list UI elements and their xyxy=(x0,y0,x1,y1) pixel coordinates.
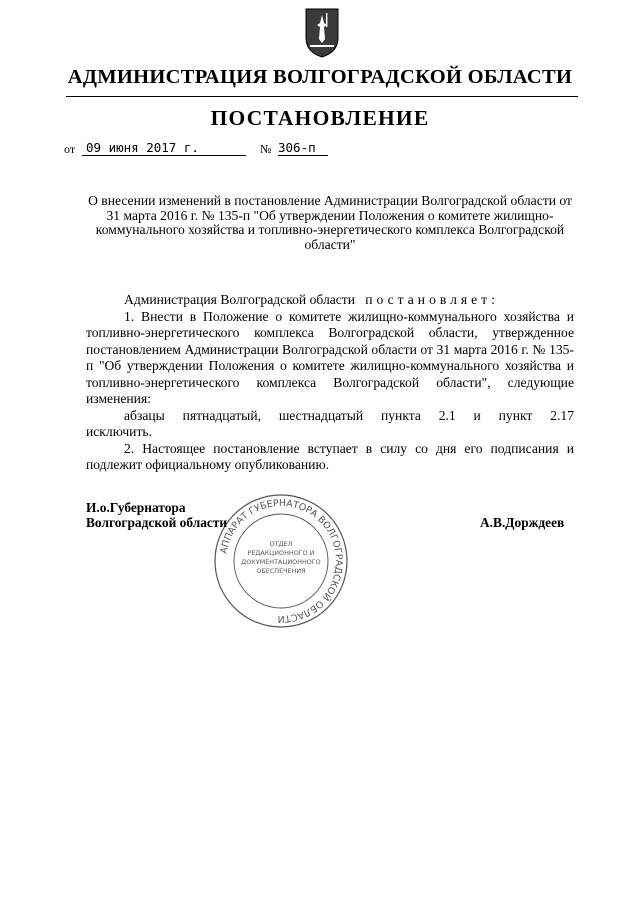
document-subject: О внесении изменений в постановление Администрации Волгоградской области от 31 марта 2016 г. № 135-п "Об утверждении Положения о комитете жилищно-коммунального хозяйства и топливно-энергетического комплекса Волгоградской области" xyxy=(88,193,572,252)
item-1: 1. Внести в Положение о комитете жилищно-коммунального хозяйства и топливно-энергетического комплекса Волгоградской области, утвержденное постановлением Администрации Волгоградской области от 31 марта 2016 г. № 135-п "Об утверждении Положения о комитете жилищно-коммунального хозяйства и топливно-энергетического комплекса Волгоградской области", следующие изменения: xyxy=(86,308,574,406)
preamble xyxy=(86,292,574,309)
document-number: 306-п xyxy=(278,140,328,156)
stamp-center-line-4: ОБЕСПЕЧЕНИЯ xyxy=(256,567,306,575)
document-date: 09 июня 2017 г. xyxy=(82,140,246,156)
decree-word: постановляет: xyxy=(365,292,499,307)
stamp-outer-label: АППАРАТ ГУБЕРНАТОРА ВОЛГОГРАДСКОЙ ОБЛАСТИ xyxy=(218,497,345,625)
signatory-position-line-2: Волгоградской области xyxy=(86,515,228,530)
signatory-position xyxy=(86,500,227,530)
document-body xyxy=(86,292,574,474)
coat-of-arms-icon xyxy=(305,8,339,58)
item-2: 2. Настоящее постановление вступает в силу со дня его подписания и подлежит официальному опубликованию. xyxy=(86,440,574,472)
header-divider xyxy=(66,96,578,97)
item-1-change-end: исключить. xyxy=(86,424,152,439)
stamp-center-line-1: ОТДЕЛ xyxy=(269,540,293,548)
signatory-position-line-1: И.о.Губернатора xyxy=(86,500,186,515)
document-type-title: ПОСТАНОВЛЕНИЕ xyxy=(210,106,430,130)
organization-title: АДМИНИСТРАЦИЯ ВОЛГОГРАДСКОЙ ОБЛАСТИ xyxy=(67,66,573,88)
date-from-label: от xyxy=(64,142,76,156)
preamble-text: Администрация Волгоградской области xyxy=(124,292,356,307)
number-label: № xyxy=(260,142,272,156)
item-1-change: абзацы пятнадцатый, шестнадцатый пункта 2.1 и пункт 2.17 xyxy=(124,407,574,423)
signatory-name: А.В.Дорждеев xyxy=(480,515,565,530)
stamp-center-line-3: ДОКУМЕНТАЦИОННОГО xyxy=(241,558,321,566)
official-stamp xyxy=(212,492,350,630)
stamp-center-line-2: РЕДАКЦИОННОГО И xyxy=(247,549,315,557)
